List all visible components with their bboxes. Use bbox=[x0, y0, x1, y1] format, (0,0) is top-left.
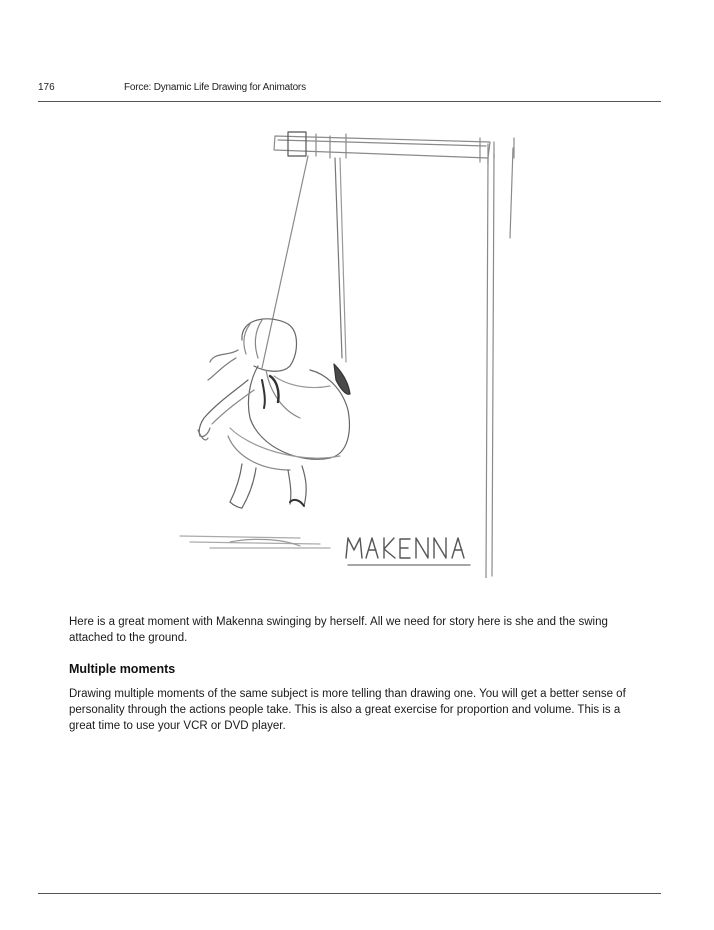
page-number: 176 bbox=[38, 82, 55, 93]
body-paragraph-2: Drawing multiple moments of the same subject is more telling than drawing one. You will get a better sense of personality through the actions people take. This is also a great exercise for proportion and volume. This is a great time to use your VCR or DVD player. bbox=[69, 688, 626, 732]
body-paragraph-1: Here is a great moment with Makenna swinging by herself. All we need for story here is she and the swing attached to the ground. bbox=[69, 616, 608, 644]
running-head: Force: Dynamic Life Drawing for Animators bbox=[124, 82, 306, 93]
footer-rule bbox=[38, 893, 661, 894]
signature-makenna bbox=[346, 538, 470, 565]
header-rule bbox=[38, 101, 661, 102]
section-heading: Multiple moments bbox=[69, 662, 176, 676]
swing-sketch-illustration bbox=[170, 118, 530, 578]
